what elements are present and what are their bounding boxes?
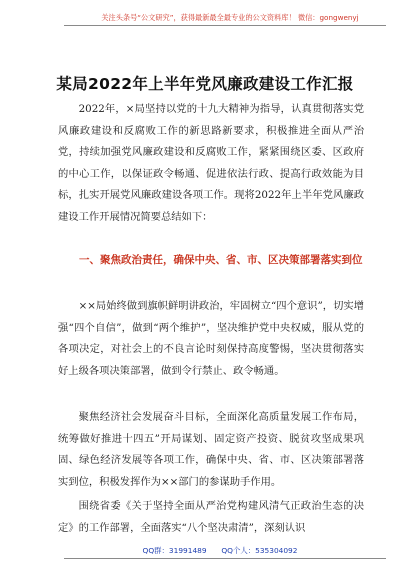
document-title: 某局2022年上半年党风廉政建设工作汇报: [56, 75, 354, 93]
paragraph-intro: 2022年，×局坚持以党的十九大精神为指导，认真贯彻落实党风廉政建设和反腐败工作的新思路新要求，积极推进全面从严治党，持续加强党风廉政建设和反腐败工作，紧紧围绕区委、区政府的中心工作，以保证政令畅通、促进依法行政、提高行政效能为目标，扎实开展党风廉政建设各项工作。现将2022年上半年党风廉政建设工作开展情况简要总结如下：: [58, 103, 364, 223]
paragraph-provincial-decision: 围绕省委《关于坚持全面从严治党构建风清气正政治生态的决定》的工作部署，全面落实“八个坚决肃清”，深刻认识: [58, 500, 364, 534]
footer-contact-text: QQ群：31991489 QQ个人：535304092: [142, 546, 298, 555]
header-promo-text: 关注头条号“公文研究”，获得最新最全最专业的公文资料库！ 微信：gongwenyj: [101, 13, 359, 22]
header-divider: [64, 25, 386, 26]
paragraph-political-stance: ××局始终做到旗帜鲜明讲政治，牢固树立“四个意识”，切实增强“四个自信”，做到“两个维护”，坚决维护党中央权威，服从党的各项决定，对社会上的不良言论时刻保持高度警惕，坚决贯彻落实好上级各项决策部署，做到令行禁止、政令畅通。: [58, 300, 364, 377]
section-heading-1: 一、聚焦政治责任，确保中央、省、市、区决策部署落实到位: [79, 254, 363, 266]
paragraph-economic-goals: 聚焦经济社会发展奋斗目标，全面深化高质量发展工作布局，统筹做好推进十四五”开局谋划、固定资产投资、脱贫攻坚成果巩固、绿色经济发展等各项工作，确保中央、省、市、区决策部署落实到位，积极发挥作为××部门的参谋助手作用。: [58, 411, 364, 488]
footer-divider: [64, 558, 386, 559]
